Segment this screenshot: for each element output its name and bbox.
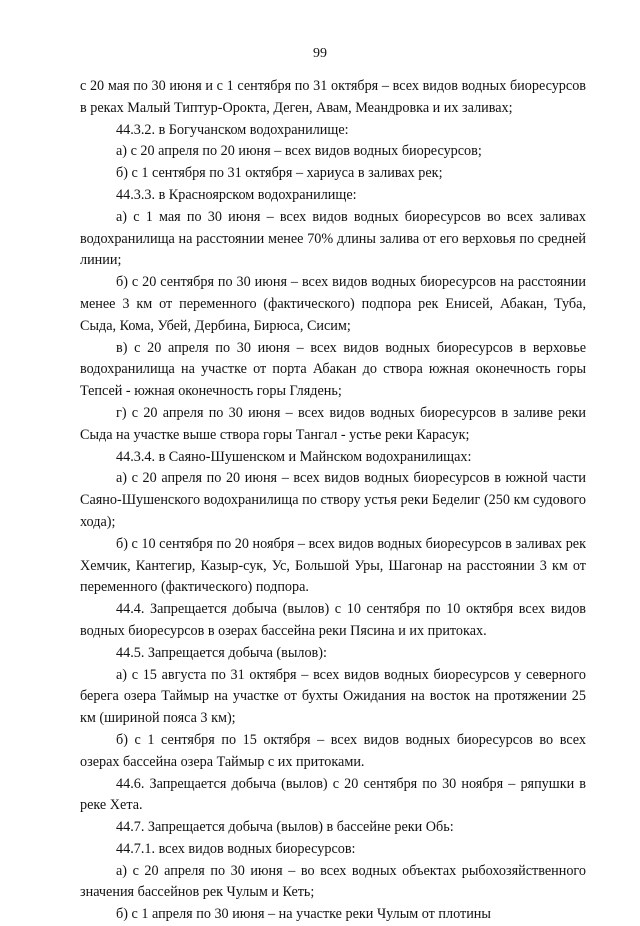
paragraph: 44.7.1. всех видов водных биоресурсов:	[116, 840, 356, 857]
page-number: 99	[313, 46, 327, 61]
paragraph: а) с 15 августа по 31 октября – всех видов водных биоресурсов у северного берега озера Таймыр на участке от бухты Ожидания на восток на протяжении 25 км (шириной пояса 3 км);	[80, 666, 586, 727]
paragraph: б) с 1 сентября по 31 октября – хариуса в заливах рек;	[116, 165, 443, 182]
paragraph: в) с 20 апреля по 30 июня – всех видов водных биоресурсов в верховье водохранилища на участке от порта Абакан до створа южная оконечность горы Тепсей - южная оконечность горы Глядень;	[80, 339, 586, 400]
paragraph: 44.6. Запрещается добыча (вылов) с 20 сентября по 30 ноября – ряпушки в реке Хета.	[80, 775, 586, 814]
paragraph: г) с 20 апреля по 30 июня – всех видов водных биоресурсов в заливе реки Сыда на участке выше створа горы Тангал - устье реки Карасук;	[80, 404, 586, 443]
paragraph: 44.7. Запрещается добыча (вылов) в бассейне реки Обь:	[116, 819, 454, 836]
paragraph: б) с 1 сентября по 15 октября – всех видов водных биоресурсов во всех озерах бассейна озера Таймыр с их притоками.	[80, 731, 586, 770]
paragraph: а) с 20 апреля по 20 июня – всех видов водных биоресурсов в южной части Саяно-Шушенского водохранилища по створу устья реки Беделиг (250 км судового хода);	[80, 470, 586, 530]
paragraph: 44.4. Запрещается добыча (вылов) с 10 сентября по 10 октября всех видов водных биоресурсов в озерах бассейна реки Пясина и их притоках.	[80, 601, 586, 639]
paragraph: а) с 1 мая по 30 июня – всех видов водных биоресурсов во всех заливах водохранилища на расстоянии менее 70% длины залива от его верховья по средней линии;	[80, 208, 586, 269]
paragraph: б) с 1 апреля по 30 июня – на участке реки Чулым от плотины	[116, 906, 491, 923]
paragraph: б) с 10 сентября по 20 ноября – всех видов водных биоресурсов в заливах рек Хемчик, Кантегир, Казыр-сук, Ус, Большой Уры, Шагонар на расстоянии 3 км от переменного (фактического) подпора.	[80, 535, 586, 596]
paragraph: б) с 20 сентября по 30 июня – всех видов водных биоресурсов на расстоянии менее 3 км от переменного (фактического) подпора рек Енисей, Абакан, Туба, Сыда, Кома, Убей, Дербина, Бирюса, Сисим;	[80, 274, 586, 334]
paragraph: а) с 20 апреля по 30 июня – во всех водных объектах рыбохозяйственного значения бассейнов рек Чулым и Кеть;	[80, 862, 586, 901]
paragraph: 44.3.2. в Богучанском водохранилище:	[116, 121, 349, 138]
paragraph: 44.5. Запрещается добыча (вылов):	[116, 644, 327, 661]
paragraph: а) с 20 апреля по 20 июня – всех видов водных биоресурсов;	[116, 143, 482, 160]
document-body	[80, 76, 586, 926]
paragraph: 44.3.4. в Саяно-Шушенском и Майнском водохранилищах:	[116, 448, 472, 465]
paragraph: 44.3.3. в Красноярском водохранилище:	[116, 186, 357, 203]
paragraph: с 20 мая по 30 июня и с 1 сентября по 31 октября – всех видов водных биоресурсов в реках Малый Типтур-Орокта, Деген, Авам, Меандровка и их заливах;	[80, 78, 586, 116]
